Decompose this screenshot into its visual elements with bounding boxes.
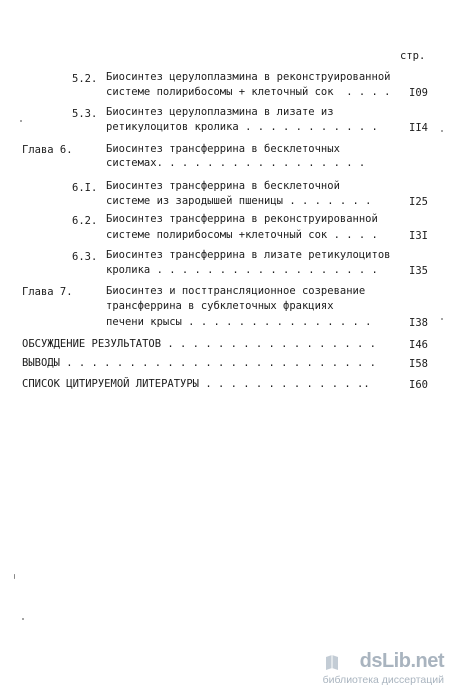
watermark-logo: dsLib.net xyxy=(359,650,444,672)
scan-speck xyxy=(22,618,24,620)
page-number: I25 xyxy=(409,196,428,208)
toc-line: Биосинтез трансферрина в бесклеточных xyxy=(106,143,340,155)
toc-line: кролика . . . . . . . . . . . . . . . . . . xyxy=(106,264,378,276)
toc-line: системе полирибосомы + клеточный сок . . . . xyxy=(106,86,391,98)
toc-line: трансферрина в субклеточных фракциях xyxy=(106,300,334,312)
section-number: 6.2. xyxy=(72,215,98,227)
scan-speck xyxy=(441,130,443,132)
toc-line: Биосинтез церулоплазмина в реконструированной xyxy=(106,71,391,83)
watermark-subtitle: библиотека диссертаций xyxy=(322,674,444,686)
section-number: 5.2. xyxy=(72,73,98,85)
toc-line: СПИСОК ЦИТИРУЕМОЙ ЛИТЕРАТУРЫ . . . . . . . . . . . . .. xyxy=(22,378,370,390)
page-number: II4 xyxy=(409,122,428,134)
page-number: I58 xyxy=(409,358,428,370)
scan-speck xyxy=(20,120,22,122)
section-number: 6.I. xyxy=(72,182,98,194)
book-logo-icon xyxy=(324,654,340,672)
toc-line: Биосинтез церулоплазмина в лизате из xyxy=(106,106,334,118)
toc-line: печени крысы . . . . . . . . . . . . . . . xyxy=(106,316,372,328)
toc-line: системе полирибосомы +клеточный сок . . . . xyxy=(106,229,378,241)
page-number: I60 xyxy=(409,379,428,391)
toc-line: системах. . . . . . . . . . . . . . . . . xyxy=(106,157,366,169)
page-number: I3I xyxy=(409,230,428,242)
toc-line: Биосинтез трансферрина в реконструированной xyxy=(106,213,378,225)
page-number: I38 xyxy=(409,317,428,329)
page-number: I46 xyxy=(409,339,428,351)
page-number: I35 xyxy=(409,265,428,277)
toc-line: ретикулоцитов кролика . . . . . . . . . . . xyxy=(106,121,378,133)
scan-speck xyxy=(14,574,15,579)
scan-speck xyxy=(441,318,443,320)
toc-line: Биосинтез трансферрина в бесклеточной xyxy=(106,180,340,192)
toc-line: системе из зародышей пшеницы . . . . . . . xyxy=(106,195,372,207)
toc-line: Биосинтез трансферрина в лизате ретикулоцитов xyxy=(106,249,391,261)
toc-line: Биосинтез и посттрансляционное созревание xyxy=(106,285,366,297)
chapter-number: Глава 7. xyxy=(22,286,73,298)
toc-line: ВЫВОДЫ . . . . . . . . . . . . . . . . . . . . . . . . . xyxy=(22,357,377,369)
watermark xyxy=(324,650,444,688)
section-number: 5.3. xyxy=(72,108,98,120)
page-column-header: стр. xyxy=(400,50,426,62)
section-number: 6.3. xyxy=(72,251,98,263)
chapter-number: Глава 6. xyxy=(22,144,73,156)
page-number: I09 xyxy=(409,87,428,99)
toc-line: ОБСУЖДЕНИЕ РЕЗУЛЬТАТОВ . . . . . . . . . . . . . . . . . xyxy=(22,338,377,350)
